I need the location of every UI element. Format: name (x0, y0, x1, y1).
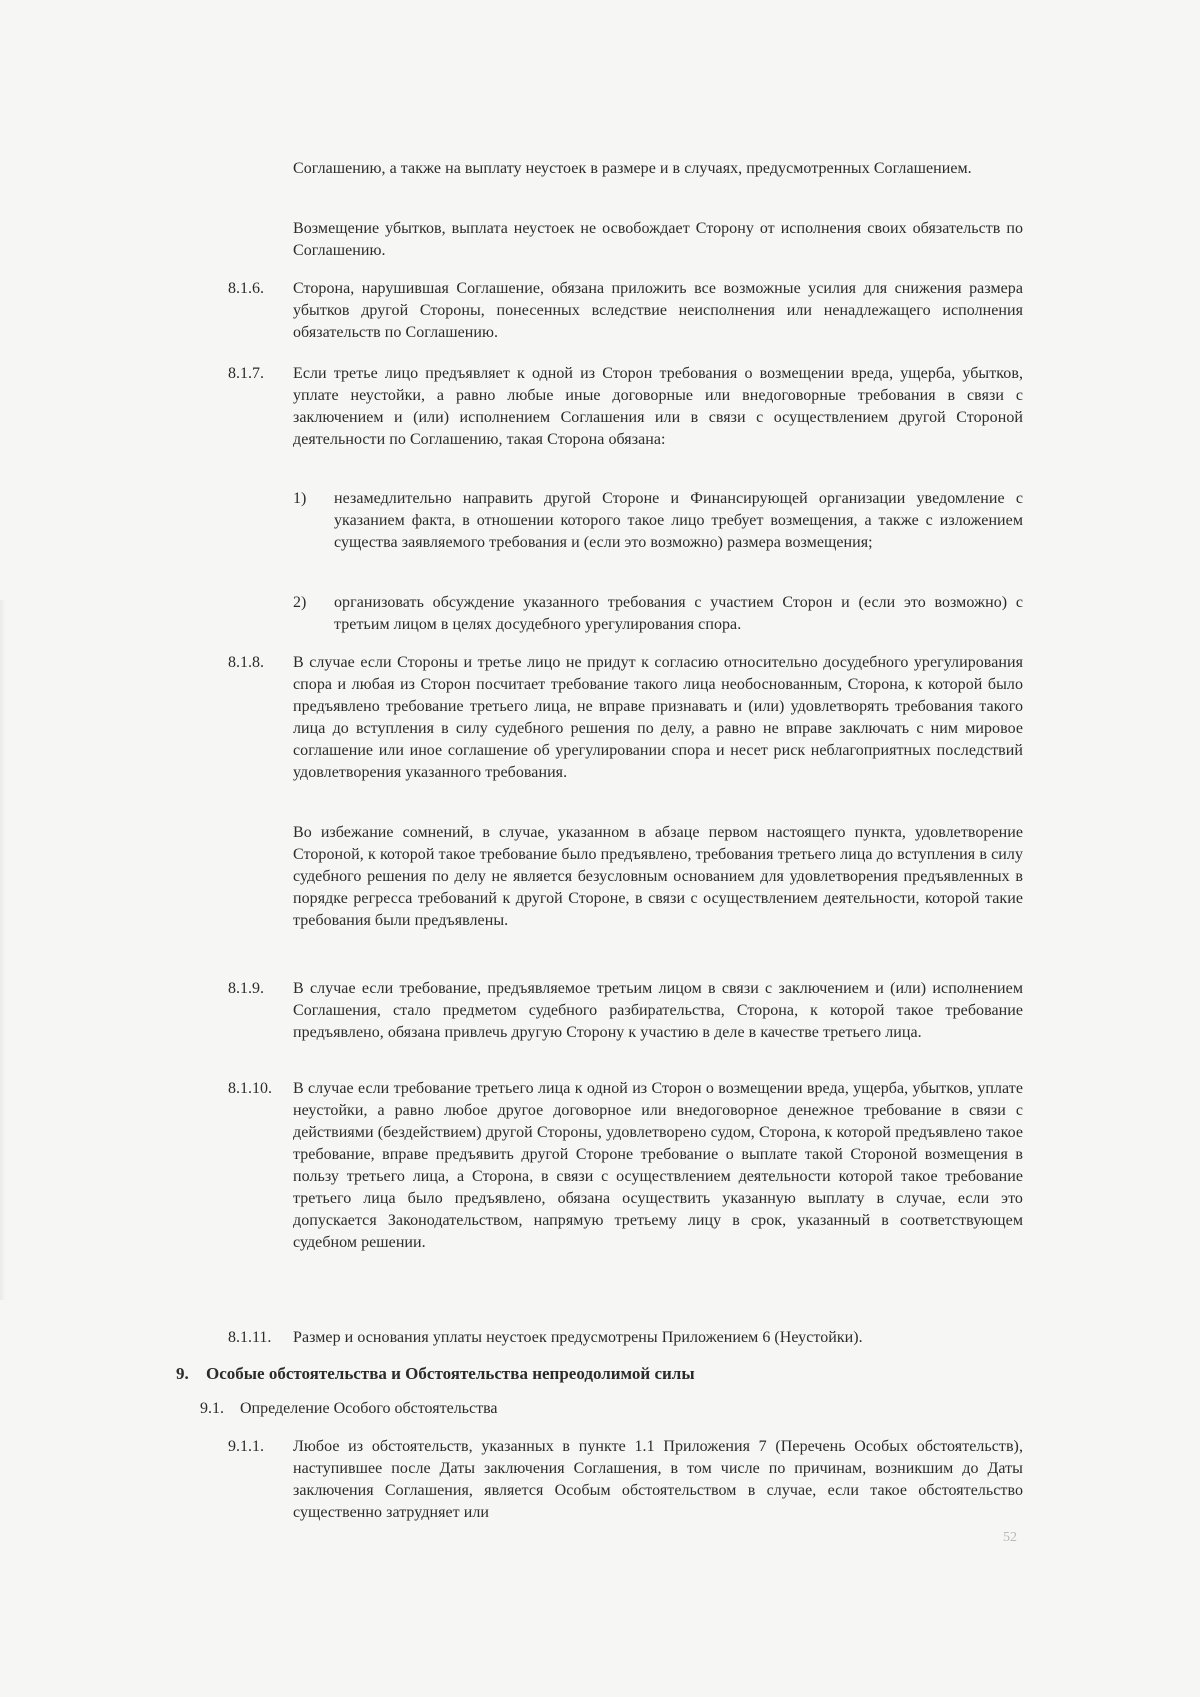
scan-shadow (0, 600, 6, 1300)
clause-text-8-1-8-paragraph-2: Во избежание сомнений, в случае, указанном в абзаце первом настоящего пункта, удовлетворение Стороной, к которой такое требование было предъявлено, требования третьего лица до вступления в силу судебного решения по делу не является безусловным основанием для удовлетворения предъявленных в порядке регресса требований к другой Стороне, в связи с осуществлением деятельности, которой такие требования были предъявлены. (293, 824, 1023, 929)
section-title-9: Особые обстоятельства и Обстоятельства непреодолимой силы (206, 1364, 695, 1383)
clause-text-8-1-6: Сторона, нарушившая Соглашение, обязана приложить все возможные усилия для снижения размера убытков другой Стороны, понесенных вследствие неисполнения или ненадлежащего исполнения обязательств по Соглашению. (293, 280, 1023, 341)
list-item-text-2: организовать обсуждение указанного требования с участием Сторон и (если это возможно) с третьим лицом в целях досудебного урегулирования спора. (334, 594, 1023, 633)
clause-number-8-1-7: 8.1.7. (228, 365, 264, 382)
subsection-title-9-1: Определение Особого обстоятельства (240, 1400, 498, 1417)
continuation-paragraph-2: Возмещение убытков, выплата неустоек не освобождает Сторону от исполнения своих обязательств по Соглашению. (293, 220, 1023, 259)
continuation-paragraph-1: Соглашению, а также на выплату неустоек в размере и в случаях, предусмотренных Соглашением. (293, 160, 972, 177)
clause-number-8-1-11: 8.1.11. (228, 1329, 272, 1346)
clause-text-8-1-8: В случае если Стороны и третье лицо не придут к согласию относительно досудебного урегулирования спора и любая из Сторон посчитает требование такого лица необоснованным, Сторона, к которой было предъявлено требование третьего лица, не вправе признавать и (или) удовлетворять требования такого лица до вступления в силу судебного решения по делу, а равно не вправе заключать с ним мировое соглашение или иное соглашение об урегулировании спора и несет риск неблагоприятных последствий удовлетворения указанного требования. (293, 654, 1023, 781)
clause-text-8-1-9: В случае если требование, предъявляемое третьим лицом в связи с заключением и (или) исполнением Соглашения, стало предметом судебного разбирательства, Сторона, к которой такое требование предъявлено, обязана привлечь другую Сторону к участию в деле в качестве третьего лица. (293, 980, 1023, 1041)
clause-text-8-1-10: В случае если требование третьего лица к одной из Сторон о возмещении вреда, ущерба, убытков, уплате неустойки, а равно любое другое договорное или внедоговорное денежное требование в связи с действиями (бездействием) другой Стороны, удовлетворено судом, Сторона, к которой предъявлено такое требование, вправе предъявить другой Стороне требование о выплате такой Стороной возмещения в пользу третьего лица, а Сторона, в связи с осуществлением деятельности которой такое требование третьего лица было предъявлено, обязана осуществить указанную выплату в случае, если это допускается Законодательством, напрямую третьему лицу в срок, указанный в соответствующем судебном решении. (293, 1080, 1023, 1251)
clause-text-8-1-11: Размер и основания уплаты неустоек предусмотрены Приложением 6 (Неустойки). (293, 1329, 863, 1346)
list-item-number-1: 1) (293, 490, 307, 507)
clause-text-9-1-1: Любое из обстоятельств, указанных в пункте 1.1 Приложения 7 (Перечень Особых обстоятельств), наступившее после Даты заключения Соглашения, в том числе по причинам, возникшим до Даты заключения Соглашения, является Особым обстоятельством в случае, если такое обстоятельство существенно затрудняет или (293, 1438, 1023, 1521)
list-item-number-2: 2) (293, 594, 307, 611)
clause-number-8-1-8: 8.1.8. (228, 654, 264, 671)
section-number-9: 9. (176, 1364, 189, 1383)
subsection-number-9-1: 9.1. (200, 1400, 224, 1417)
clause-number-8-1-6: 8.1.6. (228, 280, 264, 297)
clause-number-9-1-1: 9.1.1. (228, 1438, 264, 1455)
clause-text-8-1-7: Если третье лицо предъявляет к одной из Сторон требования о возмещении вреда, ущерба, убытков, уплате неустойки, а равно любые иные договорные или внедоговорные требования в связи с заключением и (или) исполнением Соглашения или в связи с осуществлением другой Стороной деятельности по Соглашению, такая Сторона обязана: (293, 365, 1023, 448)
clause-number-8-1-10: 8.1.10. (228, 1080, 272, 1097)
clause-number-8-1-9: 8.1.9. (228, 980, 264, 997)
list-item-text-1: незамедлительно направить другой Стороне и Финансирующей организации уведомление с указанием факта, в отношении которого такое лицо требует возмещения, а также с изложением существа заявляемого требования и (если это возможно) размера возмещения; (334, 490, 1023, 551)
page-number: 52 (1003, 1530, 1017, 1545)
